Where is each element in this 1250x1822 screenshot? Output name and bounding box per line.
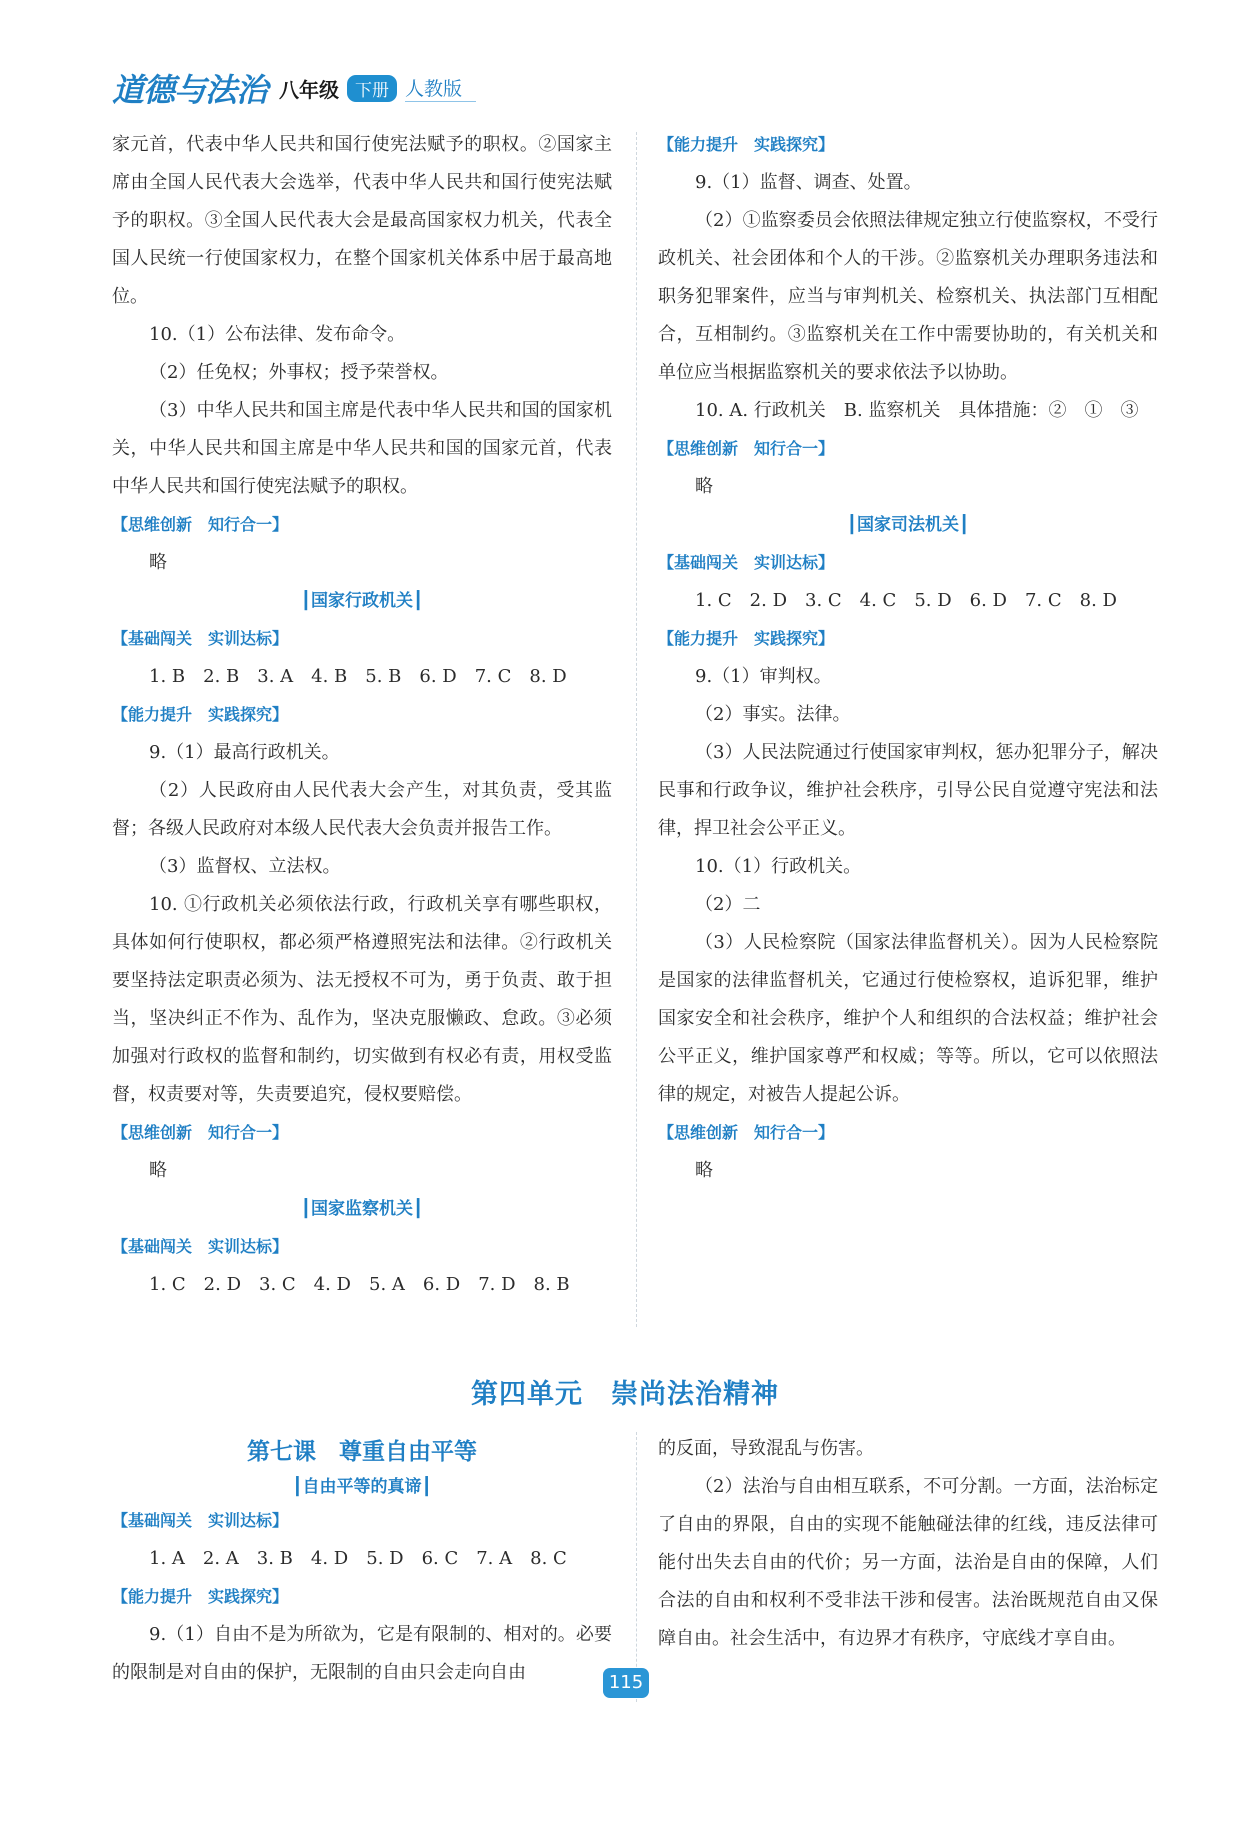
answer-paragraph: （2）任免权；外事权；授予荣誉权。	[149, 362, 449, 383]
section-tag: 【能力提升 实践探究】	[658, 135, 835, 154]
section-tag: 【思维创新 知行合一】	[658, 439, 835, 458]
section-tag: 【基础闯关 实训达标】	[112, 629, 289, 648]
answer-paragraph: 9.（1）监督、调查、处置。	[695, 172, 922, 193]
section-tag: 【思维创新 知行合一】	[112, 1123, 289, 1142]
left-column	[112, 126, 612, 1304]
lesson-title: 第七课 尊重自由平等	[247, 1439, 477, 1465]
answer-paragraph: （2）法治与自由相互联系，不可分割。一方面，法治标定了自由的界限，自由的实现不能触碰法律的红线，违反法律可能付出失去自由的代价；另一方面，法治是自由的保障，人们合法的自由和权利不受非法干涉和侵害。法治既规范自由又保障自由。社会生活中，有边界才有秩序，守底线才享自由。	[658, 1476, 1158, 1649]
edition-label: 人教版	[405, 74, 476, 102]
answer-paragraph: 10. A. 行政机关 B. 监察机关 具体措施：② ① ③	[695, 400, 1139, 421]
section-tag: 【能力提升 实践探究】	[112, 1587, 289, 1606]
section-tag: 【基础闯关 实训达标】	[112, 1237, 289, 1256]
volume-badge: 下册	[347, 75, 397, 102]
answer-paragraph: （2）人民政府由人民代表大会产生，对其负责，受其监督；各级人民政府对本级人民代表大会负责并报告工作。	[112, 780, 612, 839]
column-divider	[636, 1432, 637, 1702]
section-tag: 【思维创新 知行合一】	[112, 515, 289, 534]
answer-paragraph: 9.（1）自由不是为所欲为，它是有限制的、相对的。必要的限制是对自由的保护，无限制的自由只会走向自由	[112, 1624, 612, 1683]
answer-paragraph: 10.（1）公布法律、发布命令。	[149, 324, 406, 345]
section-heading: ┃国家行政机关┃	[300, 591, 424, 611]
omitted-answer: 略	[149, 552, 167, 573]
page-number: 115	[603, 1668, 649, 1698]
omitted-answer: 略	[695, 1160, 713, 1181]
right-column	[658, 126, 1158, 1190]
section-tag: 【基础闯关 实训达标】	[658, 553, 835, 572]
answer-paragraph: 9.（1）审判权。	[695, 666, 832, 687]
answer-paragraph: 10. ①行政机关必须依法行政，行政机关享有哪些职权，具体如何行使职权，都必须严格遵照宪法和法律。②行政机关要坚持法定职责必须为、法无授权不可为，勇于负责、敢于担当，坚决纠正不作为、乱作为，坚决克服懒政、怠政。③必须加强对行政权的监督和制约，切实做到有权必有责，用权受监督，权责要对等，失责要追究，侵权要赔偿。	[112, 894, 612, 1105]
lower-right-column	[658, 1430, 1158, 1658]
choice-answers: 1. A 2. A 3. B 4. D 5. D 6. C 7. A 8. C	[149, 1548, 567, 1569]
choice-answers: 1. B 2. B 3. A 4. B 5. B 6. D 7. C 8. D	[149, 666, 567, 687]
answer-paragraph: 10.（1）行政机关。	[695, 856, 862, 877]
grade-label: 八年级	[279, 77, 340, 102]
answer-paragraph: （2）二	[695, 894, 761, 915]
section-tag: 【思维创新 知行合一】	[658, 1123, 835, 1142]
section-heading: ┃自由平等的真谛┃	[292, 1477, 432, 1497]
answer-paragraph: （2）①监察委员会依照法律规定独立行使监察权，不受行政机关、社会团体和个人的干涉。②监察机关办理职务违法和职务犯罪案件，应当与审判机关、检察机关、执法部门互相配合，互相制约。③监察机关在工作中需要协助的，有关机关和单位应当根据监察机关的要求依法予以协助。	[658, 210, 1158, 383]
section-tag: 【基础闯关 实训达标】	[112, 1511, 289, 1530]
column-divider	[636, 132, 637, 1327]
answer-paragraph: （3）中华人民共和国主席是代表中华人民共和国的国家机关，中华人民共和国主席是中华人民共和国的国家元首，代表中华人民共和国行使宪法赋予的职权。	[112, 400, 612, 497]
answer-paragraph: （3）监督权、立法权。	[149, 856, 341, 877]
choice-answers: 1. C 2. D 3. C 4. D 5. A 6. D 7. D 8. B	[149, 1274, 570, 1295]
section-tag: 【能力提升 实践探究】	[658, 629, 835, 648]
choice-answers: 1. C 2. D 3. C 4. C 5. D 6. D 7. C 8. D	[695, 590, 1117, 611]
section-heading: ┃国家司法机关┃	[846, 515, 970, 535]
lower-left-column	[112, 1432, 612, 1692]
page-header	[112, 68, 632, 108]
answer-paragraph: 家元首，代表中华人民共和国行使宪法赋予的职权。②国家主席由全国人民代表大会选举，代表中华人民共和国行使宪法赋予的职权。③全国人民代表大会是最高国家权力机关，代表全国人民统一行使国家权力，在整个国家机关体系中居于最高地位。	[112, 134, 612, 307]
brand-title: 道德与法治	[112, 71, 268, 109]
omitted-answer: 略	[149, 1160, 167, 1181]
section-heading: ┃国家监察机关┃	[300, 1199, 424, 1219]
section-tag: 【能力提升 实践探究】	[112, 705, 289, 724]
answer-paragraph: （3）人民法院通过行使国家审判权，惩办犯罪分子，解决民事和行政争议，维护社会秩序，引导公民自觉遵守宪法和法律，捍卫社会公平正义。	[658, 742, 1158, 839]
answer-paragraph: 9.（1）最高行政机关。	[149, 742, 340, 763]
unit-title: 第四单元 崇尚法治精神	[471, 1379, 779, 1410]
answer-paragraph: 的反面，导致混乱与伤害。	[658, 1438, 874, 1459]
answer-paragraph: （2）事实。法律。	[695, 704, 851, 725]
answer-paragraph: （3）人民检察院（国家法律监督机关）。因为人民检察院是国家的法律监督机关，它通过行使检察权，追诉犯罪，维护国家安全和社会秩序，维护个人和组织的合法权益；维护社会公平正义，维护国家尊严和权威；等等。所以，它可以依照法律的规定，对被告人提起公诉。	[658, 932, 1158, 1105]
omitted-answer: 略	[695, 476, 713, 497]
